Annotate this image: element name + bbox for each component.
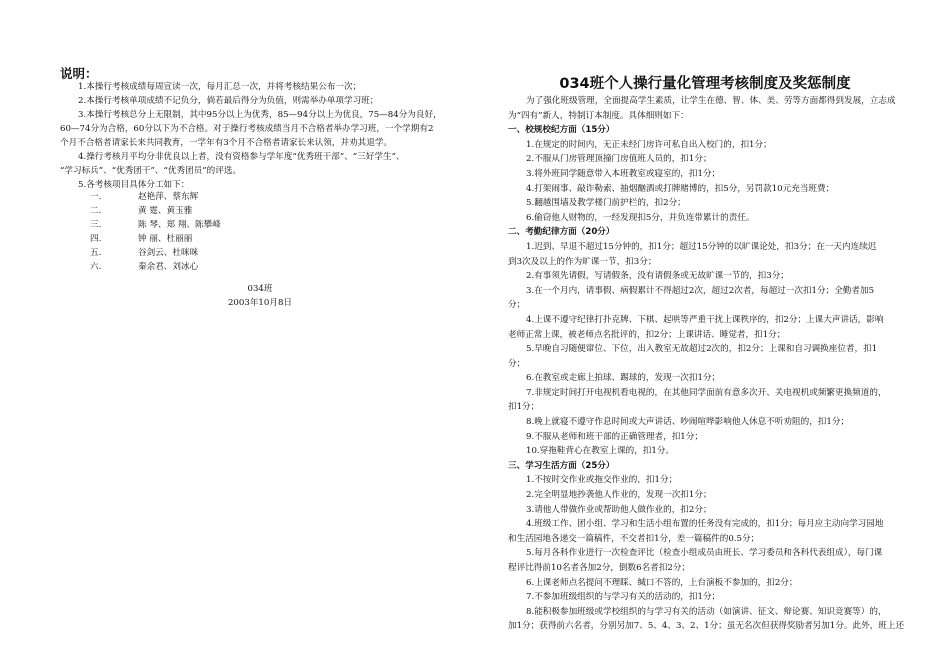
notes-line: 3.本操行考核总分上无限制，其中95分以上为优秀，85—94分以上为优良，75—84分为良好，	[78, 110, 442, 120]
rule-line: 3.请他人带做作业或帮助他人做作业的，扣2分；	[526, 504, 712, 515]
rule-line: 2.不服从门房管理顶撞门房值班人员的，扣1分；	[526, 154, 712, 165]
team-members: 谷剑云、杜咪咪	[138, 248, 199, 259]
rule-line: 4.班级工作、团小组、学习和生活小组布置的任务没有完成的，扣1分；每月应主动向学习园地	[526, 519, 884, 530]
rule-line: 2.有事须先请假，写请假条，没有请假条或无故旷课一节的，扣3分；	[526, 271, 789, 282]
rule-line: 分；	[508, 300, 526, 311]
signature-date: 2003年10月8日	[227, 298, 293, 308]
section-heading: 一、校规校纪方面（15分）	[508, 125, 615, 136]
notes-line: 个月不合格者请家长来共同教育，一学年有3个月不合格者请家长来认领，并劝其退学。	[60, 138, 393, 148]
rule-line: 加1分；获得前六名者，分别另加7、5、4、3、2、1分；虽无名次但获得奖励者另加1分。此外，班上还	[508, 621, 905, 632]
rule-line: 3.将外班同学随意带入本班教室或寝室的，扣1分；	[526, 168, 721, 179]
notes-line: 1.本操行考核成绩每周宣读一次，每月汇总一次，并将考核结果公布一次；	[78, 82, 362, 92]
rule-line: 程评比得前10名者各加2分，倒数6名者扣2分；	[508, 563, 691, 573]
rule-line: 10.穿拖鞋背心在教室上课的，扣1分。	[526, 446, 675, 457]
team-members: 钟 丽、杜丽丽	[138, 234, 193, 245]
rule-line: 7.不参加班级组织的与学习有关的活动的，扣1分；	[526, 592, 721, 603]
team-number: 一.	[90, 192, 102, 202]
team-number: 三.	[90, 220, 102, 231]
rule-line: 和生活园地各递交一篇稿件，不交者扣1分，差一篇稿件的0.5分；	[508, 533, 760, 544]
rule-line: 6.在教室或走廊上拍球、踢球的，发现一次扣1分；	[526, 373, 721, 384]
rule-line: 7.非规定时间打开电视机看电视的，在其他同学面前有意多次开、关电视机或频繁更换频道的，	[526, 387, 887, 398]
class-signature: 034班	[247, 284, 273, 294]
notes-paragraph	[60, 94, 460, 108]
team-row	[60, 246, 460, 260]
team-number: 四.	[90, 234, 102, 245]
rule-line: 9.不服从老师和班干部的正确管理者，扣1分；	[526, 431, 703, 442]
document-title: 034班个人操行量化管理考核制度及奖惩制度	[559, 76, 851, 92]
notes-heading: 说明：	[60, 66, 98, 81]
rule-line: 4.上课不遵守纪律打扑克牌、下棋、起哄等严重干扰上课秩序的，扣2分；上课大声讲话，影响	[526, 314, 884, 325]
rule-line: 1.迟到、早退不超过15分钟的，扣1分；超过15分钟的以旷课论处，扣3分；在一天内连续迟	[526, 241, 877, 252]
team-list	[60, 190, 460, 275]
team-row	[60, 190, 460, 204]
rule-line: 4.打架闹事、敲诈勒索、抽烟酗酒或打牌赌博的，扣5分，另罚款10元充当班费；	[526, 183, 835, 194]
rule-line: 6.偷窃他人财物的，一经发现扣5分，并负连带累计的责任。	[526, 212, 755, 223]
rule-line: 到3次及以上的作为旷课一节，扣3分；	[508, 256, 657, 267]
team-members: 赵艳萍、蔡东辉	[138, 192, 199, 202]
team-row	[60, 260, 460, 274]
team-members: 秦余君、刘冰心	[138, 262, 199, 273]
intro-line: 为“四有”新人，特制订本制度。具体细则如下：	[508, 110, 689, 121]
rule-line: 老师正常上课，被老师点名批评的，扣2分；上课讲话、睡觉者，扣1分；	[508, 329, 786, 340]
notes-paragraph	[60, 150, 460, 178]
rule-line: 8.能积极参加班级或学校组织的与学习有关的活动（如演讲、征文、辩论赛、知识竞赛等）的，	[526, 606, 887, 617]
team-members: 陈 琴、郑 翔、陈攀峰	[138, 220, 221, 231]
intro-line: 为了强化班级管理，全面提高学生素质，让学生在德、智、体、美、劳等方面都得到发展，立志成	[526, 96, 896, 106]
team-number: 六.	[90, 262, 102, 273]
section-heading: 三、学习生活方面（25分）	[508, 460, 615, 471]
rule-line: 3.在一个月内，请事假、病假累计不得超过2次，超过2次者，每超过一次扣1分；全勤者加5	[526, 285, 875, 296]
section-heading: 二、考勤纪律方面（20分）	[508, 227, 615, 238]
notes-line: 5.各考核项目具体分工如下：	[78, 180, 190, 190]
notes-line: 4.操行考核月平均分非优良以上者，没有资格参与学年度“优秀班干部”、“三好学生”、	[78, 152, 405, 162]
notes-line: “学习标兵”、“优秀团干”、“优秀团员”的评选。	[60, 166, 242, 176]
team-row	[60, 204, 460, 218]
team-row	[60, 232, 460, 246]
rule-line: 分；	[508, 358, 526, 369]
notes-paragraph	[60, 80, 460, 94]
rule-line: 5.每月各科作业进行一次检查评比（检查小组成员由班长、学习委员和各科代表组成），每门课	[526, 548, 883, 559]
team-number: 二.	[90, 206, 102, 217]
notes-paragraph	[60, 108, 460, 150]
rule-line: 6.上课老师点名提问不理睬、缄口不答的，上台演板不参加的，扣2分；	[526, 577, 798, 588]
rule-line: 1.在规定的时间内，无正未经门房许可私自出入校门的，扣1分；	[526, 139, 772, 150]
rule-line: 2.完全明显地抄袭他人作业的，发现一次扣1分；	[526, 490, 712, 501]
team-number: 五.	[90, 248, 102, 259]
rule-line: 扣1分；	[508, 402, 540, 413]
notes-line: 60—74分为合格，60分以下为不合格。对于操行考核成绩当月不合格者举办学习班，一个学期有2	[60, 124, 434, 134]
regulations-body	[508, 94, 905, 634]
team-row	[60, 218, 460, 232]
rule-line: 5.早晚自习随便窜位、下位，出入教室无故超过2次的，扣2分；上课和自习调换座位者，扣1	[526, 344, 878, 355]
rule-line: 5.翻越围墙及教学楼门前护栏的，扣2分；	[526, 198, 686, 209]
team-members: 黄 霆、黄玉雅	[138, 206, 193, 217]
rule-line: 1.不按时交作业或拖交作业的，扣1分；	[526, 475, 678, 486]
notes-line: 2.本操行考核单项成绩不记负分，倘若最后得分为负值，则需举办单项学习班；	[78, 96, 379, 106]
rule-line: 8.晚上就寝不遵守作息时间或大声讲话、吵闹喧哗影响他人休息不听劝阻的，扣1分；	[526, 417, 850, 428]
